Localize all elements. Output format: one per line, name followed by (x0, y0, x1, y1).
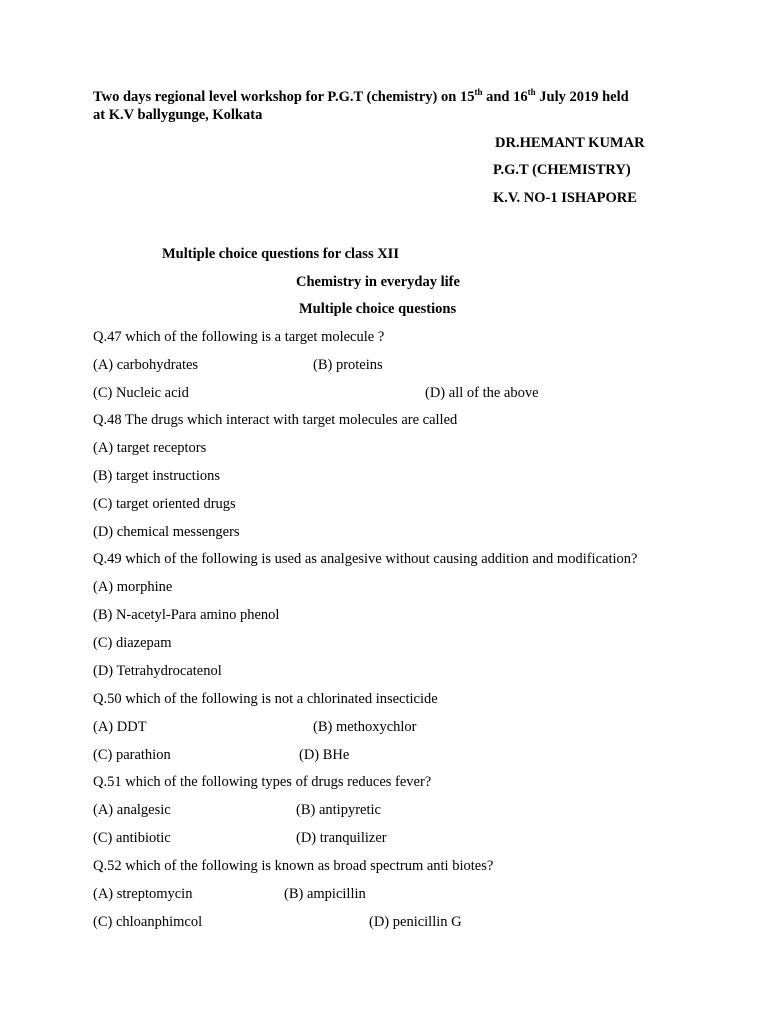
q48-option-a: (A) target receptors (93, 440, 207, 456)
question-51: Q.51 which of the following types of drugs reduces fever? (93, 774, 432, 790)
workshop-heading-line2: at K.V ballygunge, Kolkata (93, 107, 263, 123)
q50-option-d: (D) BHe (299, 747, 350, 763)
q52-option-d: (D) penicillin G (369, 914, 462, 930)
question-50: Q.50 which of the following is not a chlorinated insecticide (93, 691, 438, 707)
q49-option-d: (D) Tetrahydrocatenol (93, 663, 222, 679)
q52-option-c: (C) chloanphimcol (93, 914, 203, 930)
q48-option-b: (B) target instructions (93, 468, 220, 484)
question-49: Q.49 which of the following is used as analgesive without causing addition and modification? (93, 551, 638, 567)
q49-option-c: (C) diazepam (93, 635, 172, 651)
q49-option-a: (A) morphine (93, 579, 173, 595)
q47-option-d: (D) all of the above (425, 385, 539, 401)
author-designation: P.G.T (CHEMISTRY) (493, 162, 631, 178)
q48-option-d: (D) chemical messengers (93, 524, 240, 540)
q47-option-c: (C) Nucleic acid (93, 385, 189, 401)
question-52: Q.52 which of the following is known as broad spectrum anti biotes? (93, 858, 494, 874)
workshop-heading-text-b: and 16 (482, 89, 528, 105)
q52-option-b: (B) ampicillin (284, 886, 366, 902)
title-chemistry-everyday-life: Chemistry in everyday life (296, 274, 460, 290)
q51-option-a: (A) analgesic (93, 802, 171, 818)
q50-option-b: (B) methoxychlor (313, 719, 417, 735)
author-school: K.V. NO-1 ISHAPORE (493, 190, 637, 206)
q52-option-a: (A) streptomycin (93, 886, 193, 902)
question-48: Q.48 The drugs which interact with target molecules are called (93, 412, 458, 428)
workshop-heading-text-a: Two days regional level workshop for P.G.T (chemistry) on 15 (93, 89, 475, 105)
ordinal-suffix-15: th (474, 87, 483, 97)
ordinal-suffix-16: th (527, 87, 536, 97)
q50-option-a: (A) DDT (93, 719, 147, 735)
q51-option-c: (C) antibiotic (93, 830, 171, 846)
q51-option-d: (D) tranquilizer (296, 830, 387, 846)
title-multiple-choice: Multiple choice questions (299, 301, 457, 317)
q47-option-b: (B) proteins (313, 357, 383, 373)
question-47: Q.47 which of the following is a target molecule ? (93, 329, 385, 345)
workshop-heading-text-c: July 2019 held (535, 89, 629, 105)
title-class-xii: Multiple choice questions for class XII (162, 246, 399, 262)
author-name: DR.HEMANT KUMAR (495, 135, 645, 151)
q51-option-b: (B) antipyretic (296, 802, 381, 818)
workshop-heading-line1 (93, 88, 629, 106)
q48-option-c: (C) target oriented drugs (93, 496, 236, 512)
q49-option-b: (B) N-acetyl-Para amino phenol (93, 607, 280, 623)
q47-option-a: (A) carbohydrates (93, 357, 199, 373)
q50-option-c: (C) parathion (93, 747, 171, 763)
